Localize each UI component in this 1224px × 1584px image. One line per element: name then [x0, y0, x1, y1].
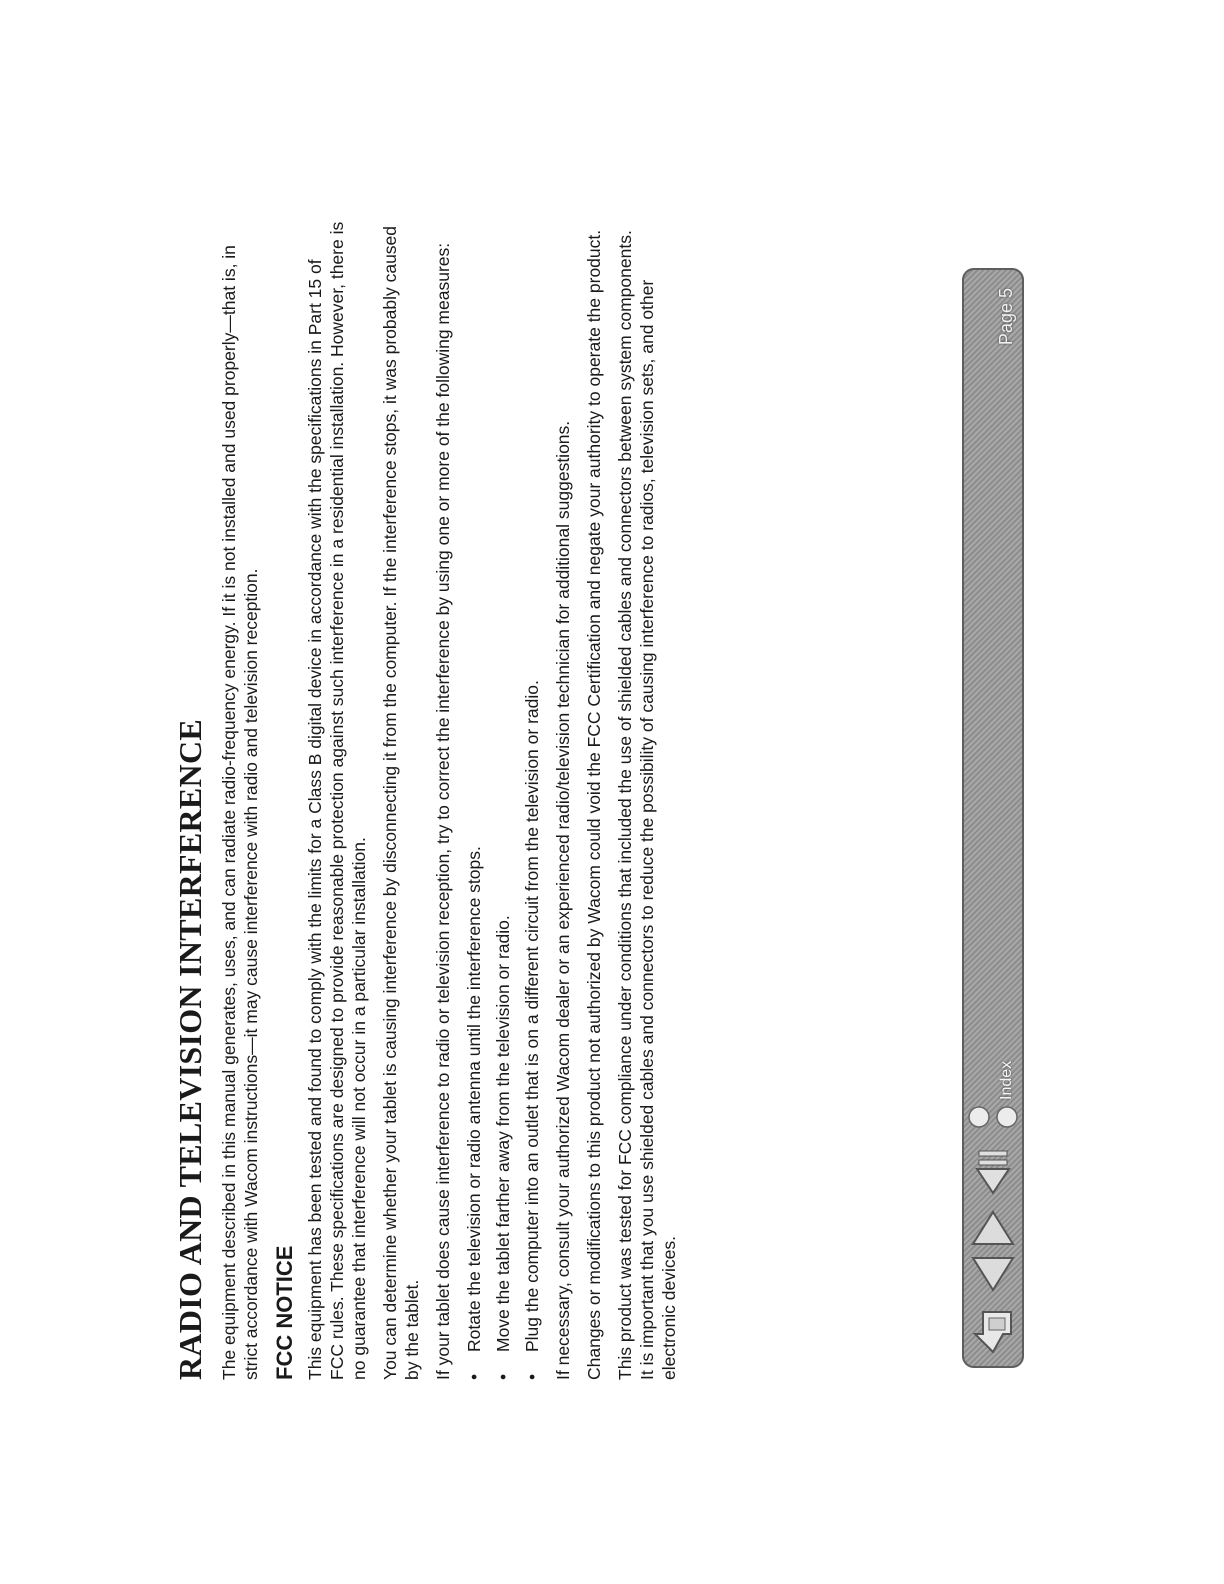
contents-icon — [967, 1105, 991, 1129]
closing-paragraph: This product was tested for FCC compliance under conditions that included the use of shielded cables and connectors between system components. It is important that you use shielded cables and connectors to reduce the possibility of causing interference to radios, television sets, and other electronic devices. — [615, 230, 679, 1380]
back-button[interactable] — [968, 1142, 1018, 1198]
list-item-text: Plug the computer into an outlet that is on a different circuit from the television or radio. — [522, 680, 542, 1352]
list-item-text: Move the tablet farther away from the television or radio. — [493, 915, 513, 1352]
page-number: Page 5 — [996, 288, 1016, 346]
fcc-heading: FCC NOTICE — [272, 1245, 297, 1380]
previous-page-icon — [969, 1254, 1017, 1294]
intro-paragraph: The equipment described in this manual generates, uses, and can radiate radio-frequency energy. If it is not installed and used properly—that is, in strict accordance with Wacom instructions—it may cause interference with radio and television reception. — [219, 245, 261, 1380]
index-icon — [995, 1105, 1019, 1129]
home-icon — [969, 1308, 1017, 1356]
bullet: • — [522, 1373, 542, 1380]
closing-paragraph: If necessary, consult your authorized Wacom dealer or an experienced radio/television technician for additional suggestions. — [553, 420, 573, 1380]
next-page-button[interactable] — [968, 1206, 1018, 1250]
measures-list — [463, 220, 543, 1380]
fcc-paragraph: This equipment has been tested and found to comply with the limits for a Class B digital device in accordance with the specifications in Part 15 of FCC rules. These specifications are designed to provide reasonable protection against such interference in a residential installation. However, there is no guarantee that interference will not occur in a particular installation. — [305, 221, 369, 1380]
page-title: RADIO AND TELEVISION INTERFERENCE — [172, 718, 208, 1380]
back-icon — [969, 1143, 1017, 1197]
next-page-icon — [969, 1208, 1017, 1248]
list-item — [463, 220, 485, 1380]
fcc-paragraph: If your tablet does cause interference to radio or television reception, try to correct the interference by using one or more of the following measures: — [433, 242, 453, 1380]
index-label[interactable]: Index — [998, 1060, 1015, 1100]
closing-paragraph: Changes or modifications to this product not authorized by Wacom could void the FCC Certification and negate your authority to operate the product. — [584, 229, 604, 1380]
navigation-bar — [962, 268, 1024, 1368]
fcc-paragraph: You can determine whether your tablet is causing interference by disconnecting it from the computer. If the interference stops, it was probably caused by the tablet. — [380, 225, 422, 1380]
rotated-page — [172, 220, 1052, 1380]
list-item — [492, 220, 514, 1380]
document-content — [172, 220, 689, 1380]
list-item — [521, 220, 543, 1380]
contents-button[interactable] — [966, 1104, 992, 1130]
previous-page-button[interactable] — [968, 1252, 1018, 1296]
list-item-text: Rotate the television or radio antenna until the interference stops. — [464, 846, 484, 1352]
index-button[interactable] — [994, 1104, 1020, 1130]
bullet: • — [464, 1373, 484, 1380]
bullet: • — [493, 1373, 513, 1380]
home-button[interactable] — [968, 1306, 1018, 1358]
